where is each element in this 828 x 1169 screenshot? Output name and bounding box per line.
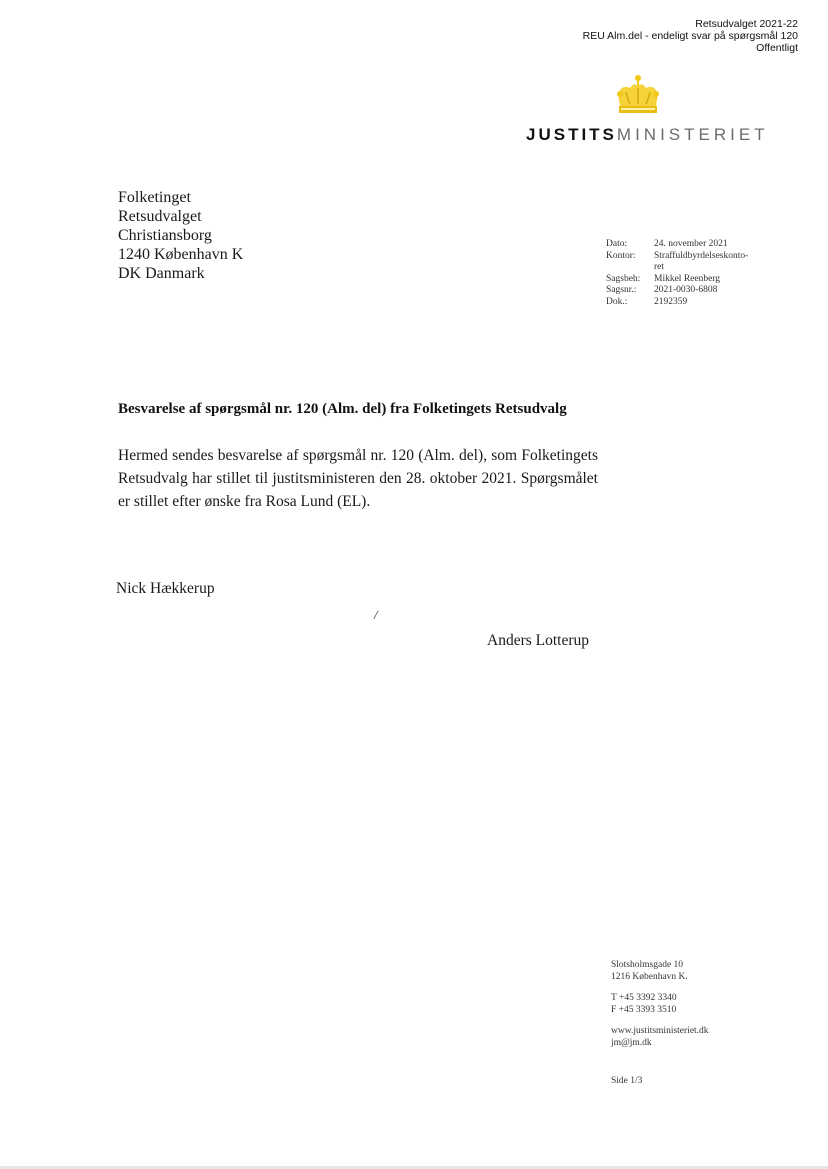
recipient-address	[118, 188, 243, 283]
header-reference: REU Alm.del - endeligt svar på spørgsmål 120	[582, 30, 798, 42]
logo-text-ministeriet: MINISTERIET	[616, 125, 769, 144]
footer-city: 1216 København K.	[611, 971, 688, 982]
signature-minister: Nick Hækkerup	[116, 580, 215, 597]
header-status: Offentligt	[756, 42, 798, 54]
document-header	[583, 18, 798, 54]
footer-fax: F +45 3393 3510	[611, 1004, 677, 1015]
meta-label: Sagsnr.:	[606, 285, 637, 295]
meta-value: 2021-0030-6808	[654, 285, 718, 295]
meta-value: Straffuldbyrdelseskonto-	[654, 250, 749, 261]
footer-street: Slotsholmsgade 10	[611, 960, 684, 970]
meta-value: Mikkel Reenberg	[654, 273, 721, 284]
meta-label: Dato:	[606, 239, 628, 249]
recipient-line: Christiansborg	[118, 227, 212, 244]
meta-value: 24. november 2021	[654, 239, 728, 249]
footer-email: jm@jm.dk	[611, 1037, 652, 1048]
meta-row-date	[606, 239, 766, 251]
page-number: Side 1/3	[611, 1076, 643, 1086]
recipient-line: Retsudvalget	[118, 208, 202, 225]
crown-icon	[612, 74, 664, 120]
recipient-line: DK Danmark	[118, 265, 205, 282]
letter-body: Hermed sendes besvarelse af spørgsmål nr. 120 (Alm. del), som Folketingets Retsudvalg har stillet til justitsministeren den 28. oktober 2021. Spørgsmålet er stillet efter ønske fra Rosa Lund (EL).	[118, 447, 598, 510]
meta-label: Dok.:	[606, 296, 628, 307]
meta-label: Sagsbeh:	[606, 273, 641, 284]
signature-official: Anders Lotterup	[487, 632, 590, 649]
meta-row-handler	[606, 274, 766, 286]
ministry-contact-footer	[611, 960, 709, 1049]
meta-value: ret	[654, 262, 665, 272]
recipient-line: Folketinget	[118, 189, 191, 206]
footer-website: www.justitsministeriet.dk	[611, 1026, 709, 1036]
meta-row-document	[606, 297, 766, 309]
recipient-line: 1240 København K	[118, 246, 244, 263]
footer-phone: T +45 3392 3340	[611, 993, 677, 1003]
meta-value: 2192359	[654, 296, 688, 307]
meta-row-office	[606, 251, 766, 263]
signature-separator: /	[374, 607, 378, 622]
letter-subject: Besvarelse af spørgsmål nr. 120 (Alm. del) fra Folketingets Retsudvalg	[118, 401, 567, 417]
meta-row-office-cont	[606, 262, 766, 274]
logo-text-justits: JUSTITS	[526, 125, 617, 144]
meta-label	[606, 262, 654, 274]
ministry-logo	[526, 125, 769, 145]
meta-label: Kontor:	[606, 250, 636, 261]
case-metadata	[606, 239, 766, 308]
header-committee: Retsudvalget 2021-22	[695, 18, 798, 30]
meta-row-case-number	[606, 285, 766, 297]
